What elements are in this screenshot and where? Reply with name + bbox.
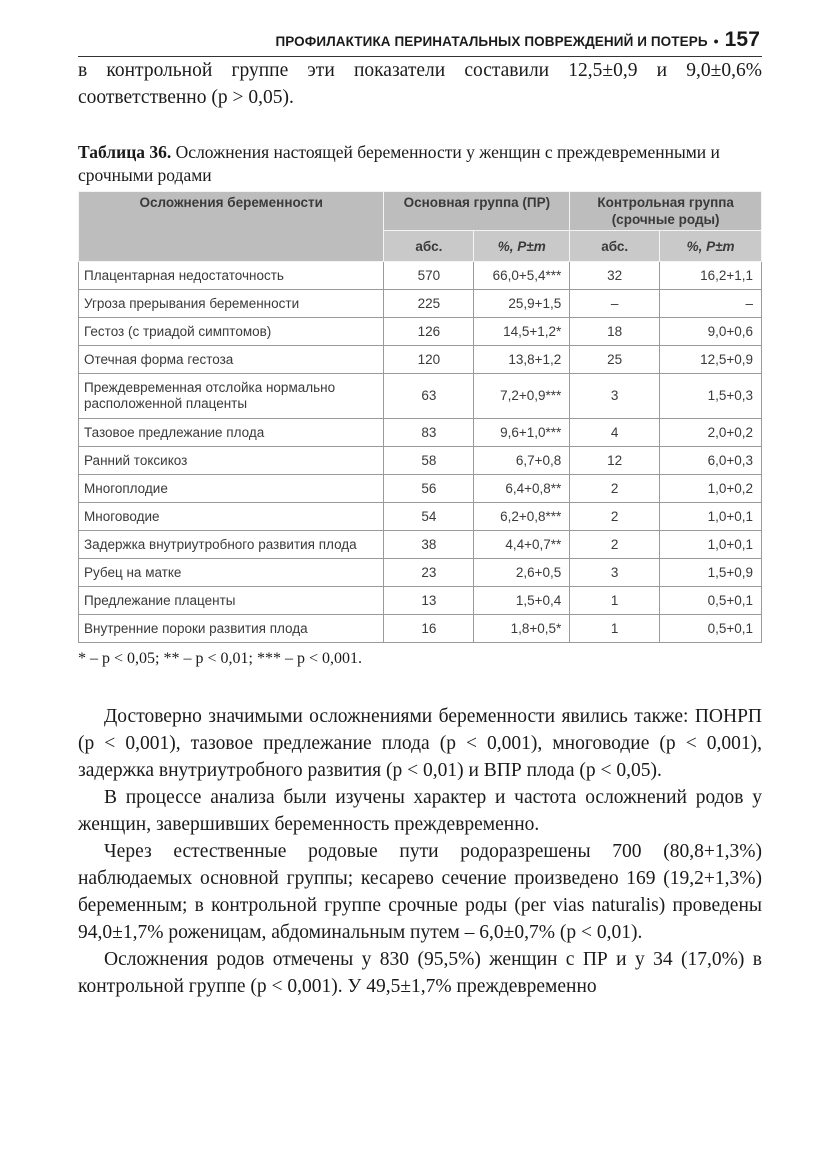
- control-abs: 12: [570, 447, 660, 475]
- header-control-group: Контрольная группа (срочные роды): [570, 192, 762, 231]
- table-row: [79, 587, 762, 615]
- paragraph: Осложнения родов отмечены у 830 (95,5%) женщин с ПР и у 34 (17,0%) в контрольной группе (p < 0,001). У 49,5±1,7% преждевременно: [78, 949, 762, 997]
- control-pct: 16,2+1,1: [660, 262, 762, 290]
- row-name: Угроза прерывания беременности: [79, 290, 384, 318]
- main-abs: 570: [384, 262, 474, 290]
- control-pct: 1,5+0,3: [660, 374, 762, 419]
- row-name: Многоплодие: [79, 475, 384, 503]
- paragraph: Через естественные родовые пути родоразрешены 700 (80,8+1,3%) наблюдаемых основной группы; кесарево сечение произведено 169 (19,2+1,3%) беременным; в контрольной группе срочные роды (per vias naturalis) проведены 94,0±1,7% роженицам, абдоминальным путем – 6,0±0,7% (p < 0,01).: [78, 841, 762, 943]
- table-row: [79, 290, 762, 318]
- control-pct: 9,0+0,6: [660, 318, 762, 346]
- table-row: [79, 531, 762, 559]
- running-head-title: ПРОФИЛАКТИКА ПЕРИНАТАЛЬНЫХ ПОВРЕЖДЕНИЙ И ПОТЕРЬ: [275, 34, 708, 49]
- header-main-abs: абс.: [384, 231, 474, 262]
- main-pct: 2,6+0,5: [474, 559, 570, 587]
- table-caption-text: Осложнения настоящей беременности у женщин с преждевременными и срочными родами: [78, 142, 720, 185]
- row-name: Преждевременная отслойка нормально расположенной плаценты: [79, 374, 384, 419]
- table-row: [79, 559, 762, 587]
- table-row: [79, 419, 762, 447]
- header-complication: Осложнения беременности: [79, 192, 384, 262]
- control-pct: –: [660, 290, 762, 318]
- main-abs: 13: [384, 587, 474, 615]
- complications-table: [78, 191, 762, 643]
- main-pct: 13,8+1,2: [474, 346, 570, 374]
- main-pct: 6,7+0,8: [474, 447, 570, 475]
- intro-paragraph: в контрольной группе эти показатели составили 12,5±0,9 и 9,0±0,6% соответственно (p > 0,05).: [78, 60, 762, 108]
- control-abs: –: [570, 290, 660, 318]
- row-name: Ранний токсикоз: [79, 447, 384, 475]
- header-main-pct: %, P±m: [474, 231, 570, 262]
- control-abs: 1: [570, 587, 660, 615]
- table-caption: [78, 141, 762, 187]
- main-abs: 120: [384, 346, 474, 374]
- control-pct: 1,0+0,2: [660, 475, 762, 503]
- row-name: Задержка внутриутробного развития плода: [79, 531, 384, 559]
- header-main-group: Основная группа (ПР): [384, 192, 570, 231]
- body-text: [78, 703, 762, 1000]
- control-pct: 0,5+0,1: [660, 587, 762, 615]
- control-abs: 2: [570, 475, 660, 503]
- row-name: Многоводие: [79, 503, 384, 531]
- table-footnote: * – p < 0,05; ** – p < 0,01; *** – p < 0,001.: [78, 650, 362, 667]
- control-abs: 18: [570, 318, 660, 346]
- control-pct: 6,0+0,3: [660, 447, 762, 475]
- main-pct: 6,2+0,8***: [474, 503, 570, 531]
- table-row: [79, 475, 762, 503]
- page-number: 157: [724, 28, 760, 51]
- main-abs: 56: [384, 475, 474, 503]
- control-abs: 4: [570, 419, 660, 447]
- main-pct: 25,9+1,5: [474, 290, 570, 318]
- control-pct: 1,0+0,1: [660, 531, 762, 559]
- table-row: [79, 447, 762, 475]
- control-abs: 1: [570, 615, 660, 643]
- control-abs: 3: [570, 374, 660, 419]
- row-name: Плацентарная недостаточность: [79, 262, 384, 290]
- main-abs: 63: [384, 374, 474, 419]
- control-abs: 2: [570, 503, 660, 531]
- control-pct: 12,5+0,9: [660, 346, 762, 374]
- row-name: Внутренние пороки развития плода: [79, 615, 384, 643]
- table-caption-label: Таблица 36.: [78, 142, 172, 162]
- table-row: [79, 374, 762, 419]
- control-pct: 2,0+0,2: [660, 419, 762, 447]
- main-pct: 6,4+0,8**: [474, 475, 570, 503]
- main-pct: 1,5+0,4: [474, 587, 570, 615]
- control-pct: 0,5+0,1: [660, 615, 762, 643]
- main-abs: 54: [384, 503, 474, 531]
- table-row: [79, 615, 762, 643]
- header-control-abs: абс.: [570, 231, 660, 262]
- row-name: Гестоз (с триадой симптомов): [79, 318, 384, 346]
- main-abs: 16: [384, 615, 474, 643]
- main-pct: 1,8+0,5*: [474, 615, 570, 643]
- main-pct: 9,6+1,0***: [474, 419, 570, 447]
- main-abs: 225: [384, 290, 474, 318]
- row-name: Рубец на матке: [79, 559, 384, 587]
- table-row: [79, 262, 762, 290]
- running-head: [78, 18, 762, 57]
- header-control-pct: %, P±m: [660, 231, 762, 262]
- control-abs: 2: [570, 531, 660, 559]
- row-name: Предлежание плаценты: [79, 587, 384, 615]
- main-abs: 126: [384, 318, 474, 346]
- control-pct: 1,5+0,9: [660, 559, 762, 587]
- paragraph: В процессе анализа были изучены характер и частота осложнений родов у женщин, завершивших беременность преждевременно.: [78, 787, 762, 835]
- main-abs: 38: [384, 531, 474, 559]
- running-head-bullet: •: [713, 33, 719, 49]
- main-pct: 14,5+1,2*: [474, 318, 570, 346]
- main-pct: 66,0+5,4***: [474, 262, 570, 290]
- main-abs: 58: [384, 447, 474, 475]
- main-abs: 83: [384, 419, 474, 447]
- control-pct: 1,0+0,1: [660, 503, 762, 531]
- control-abs: 3: [570, 559, 660, 587]
- table-row: [79, 503, 762, 531]
- main-pct: 4,4+0,7**: [474, 531, 570, 559]
- paragraph: Достоверно значимыми осложнениями беременности явились также: ПОНРП (p < 0,001), тазовое предлежание плода (p < 0,001), многоводие (p < 0,001), задержка внутриутробного развития (p < 0,01) и ВПР плода (p < 0,05).: [78, 706, 762, 781]
- control-abs: 32: [570, 262, 660, 290]
- control-abs: 25: [570, 346, 660, 374]
- main-abs: 23: [384, 559, 474, 587]
- table-row: [79, 318, 762, 346]
- table-row: [79, 346, 762, 374]
- book-page: [78, 18, 762, 1000]
- row-name: Отечная форма гестоза: [79, 346, 384, 374]
- main-pct: 7,2+0,9***: [474, 374, 570, 419]
- row-name: Тазовое предлежание плода: [79, 419, 384, 447]
